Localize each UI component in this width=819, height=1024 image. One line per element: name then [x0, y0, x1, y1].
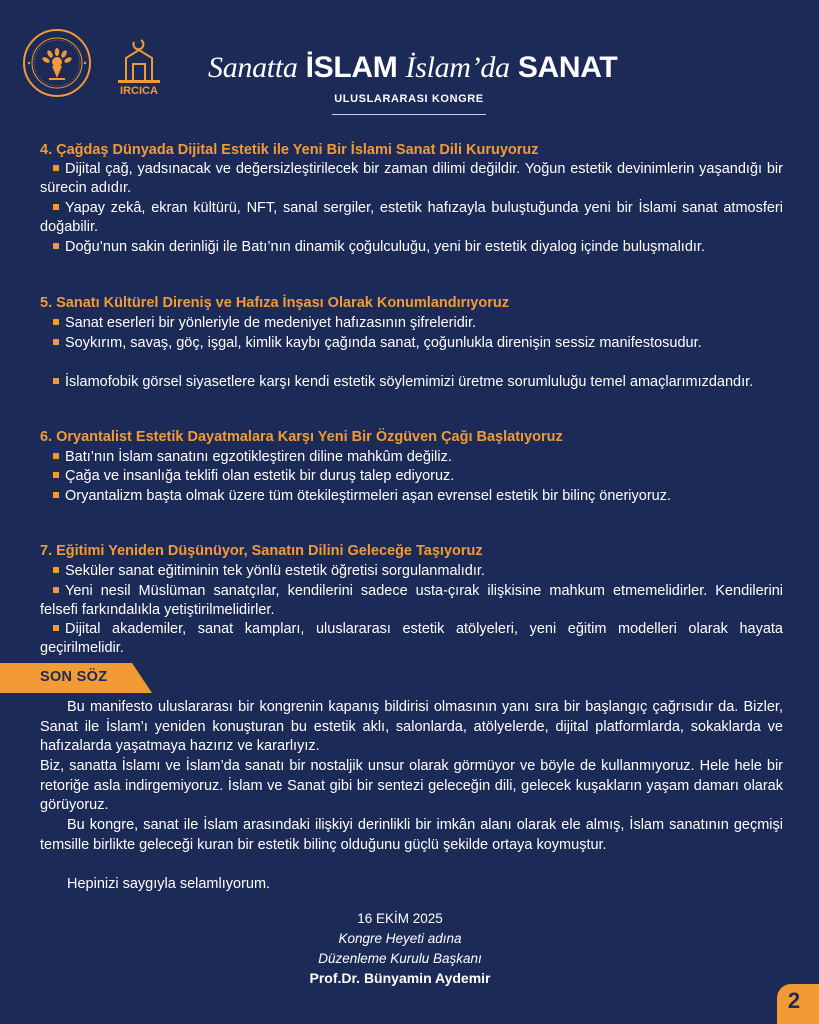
section-5-item-2: Soykırım, savaş, göç, işgal, kimlik kaybı çağında sanat, çoğunlukla direnişin sessiz manifestosudur.: [40, 334, 783, 353]
ataturk-university-logo: [22, 28, 92, 98]
title-part1: Sanatta: [208, 51, 298, 84]
square-bullet-icon: [53, 625, 59, 631]
section-6-item-1: Batı’nın İslam sanatını egzotikleştiren diline mahkûm değiliz.: [40, 448, 783, 467]
square-bullet-icon: [53, 339, 59, 345]
signature-line-1: Kongre Heyeti adına: [338, 931, 462, 946]
section-4-item-2: Yapay zekâ, ekran kültürü, NFT, sanal sergiler, estetik hafızayla buluştuğunda yeni bir İslami sanat atmosferi doğabilir.: [40, 200, 783, 235]
section-5-title: 5. Sanatı Kültürel Direniş ve Hafıza İnşası Olarak Konumlandırıyoruz: [40, 295, 509, 311]
title-part4: SANAT: [517, 51, 618, 84]
title-part3: İslam’da: [405, 51, 510, 84]
closing-paragraph-2: Biz, sanatta İslamı ve İslam’da sanatı bir nostaljik unsur olarak görmüyor ve böyle de kullanmıyoruz. Hele hele bir retoriğe asla indirgemiyoruz. İslam ve Sanat gibi bir sentezi geleceğin dili, gelecek kuşakların yaşam damarı olarak görüyoruz.: [40, 758, 783, 813]
square-bullet-icon: [53, 204, 59, 210]
square-bullet-icon: [53, 243, 59, 249]
page-number: 2: [787, 988, 801, 1013]
square-bullet-icon: [53, 492, 59, 498]
section-7-title: 7. Eğitimi Yeniden Düşünüyor, Sanatın Dilini Geleceğe Taşıyoruz: [40, 543, 483, 559]
section-7-item-1: Seküler sanat eğitiminin tek yönlü estetik öğretisi sorgulanmalıdır.: [40, 562, 783, 581]
section-5-item-1: Sanat eserleri bir yönleriyle de medeniyet hafızasının şifreleridir.: [40, 314, 783, 333]
square-bullet-icon: [53, 587, 59, 593]
closing-paragraph-1: Bu manifesto uluslararası bir kongrenin kapanış bildirisi olmasının yanı sıra bir başlangıç çağrısıdır da. Bizler, Sanat ile İslam’ı yeniden konuşturan bu estetik aklı, salonlarda, atölyelerde, dijital platformlarda, sokaklarda ve hafızalarda yaşatmaya hazırız ve kararlıyız.: [40, 699, 783, 754]
page-number-badge: [777, 984, 819, 1024]
title-divider: [332, 114, 486, 115]
section-6-title: 6. Oryantalist Estetik Dayatmalara Karşı Yeni Bir Özgüven Çağı Başlatıyoruz: [40, 429, 563, 445]
page-header: [0, 0, 819, 130]
section-4-item-3: Doğu’nun sakin derinliği ile Batı’nın dinamik çoğulculuğu, yeni bir estetik diyalog içinde buluşmalıdır.: [40, 238, 783, 257]
title-part2: İSLAM: [305, 51, 398, 84]
square-bullet-icon: [53, 453, 59, 459]
page-title: [208, 50, 617, 86]
signature-name: Prof.Dr. Bünyamin Aydemir: [309, 970, 491, 986]
section-5-item-3: İslamofobik görsel siyasetlere karşı kendi estetik söylemimizi üretme sorumluluğu temel amaçlarımızdandır.: [40, 373, 783, 392]
section-4-title: 4. Çağdaş Dünyada Dijital Estetik ile Yeni Bir İslami Sanat Dili Kuruyoruz: [40, 142, 539, 158]
square-bullet-icon: [53, 378, 59, 384]
square-bullet-icon: [53, 472, 59, 478]
page-subtitle: ULUSLARARASI KONGRE: [334, 93, 484, 105]
section-6-item-2: Çağa ve insanlığa teklifi olan estetik bir duruş talep ediyoruz.: [40, 467, 783, 486]
signature-date: 16 EKİM 2025: [357, 911, 443, 926]
closing-greeting: Hepinizi saygıyla selamlıyorum.: [67, 876, 271, 892]
section-7-item-3: Dijital akademiler, sanat kampları, uluslararası estetik atölyeleri, yeni eğitim modelleri olarak hayata geçirilmelidir.: [40, 621, 783, 656]
signature-line-2: Düzenleme Kurulu Başkanı: [318, 951, 482, 966]
section-4-item-1: Dijital çağ, yadsınacak ve değersizleştirilecek bir zaman dilimi değildir. Yoğun estetik devinimlerin yaşandığı bir sürecin adıdır.: [40, 161, 783, 196]
son-soz-heading: SON SÖZ: [40, 669, 108, 685]
square-bullet-icon: [53, 319, 59, 325]
square-bullet-icon: [53, 165, 59, 171]
closing-paragraph-3: Bu kongre, sanat ile İslam arasındaki ilişkiyi derinlikli bir imkân alanı olarak ele almış, İslam sanatının geçmişi temsille birlikte geleceği kuran bir estetik bilinç olduğunu güçlü şekilde ortaya koymuştur.: [40, 817, 783, 853]
square-bullet-icon: [53, 567, 59, 573]
ircica-logo-text: IRCICA: [120, 85, 158, 96]
section-7-item-2: Yeni nesil Müslüman sanatçılar, kendilerini sadece usta-çırak ilişkisine mahkum etmemelidirler. Kendilerini felsefi farkındalıkla yetiştirilmelidirler.: [40, 583, 783, 618]
section-6-item-3: Oryantalizm başta olmak üzere tüm ötekileştirmeleri aşan evrensel estetik bir bilinç öneriyoruz.: [40, 487, 783, 506]
ircica-logo: [114, 36, 164, 96]
